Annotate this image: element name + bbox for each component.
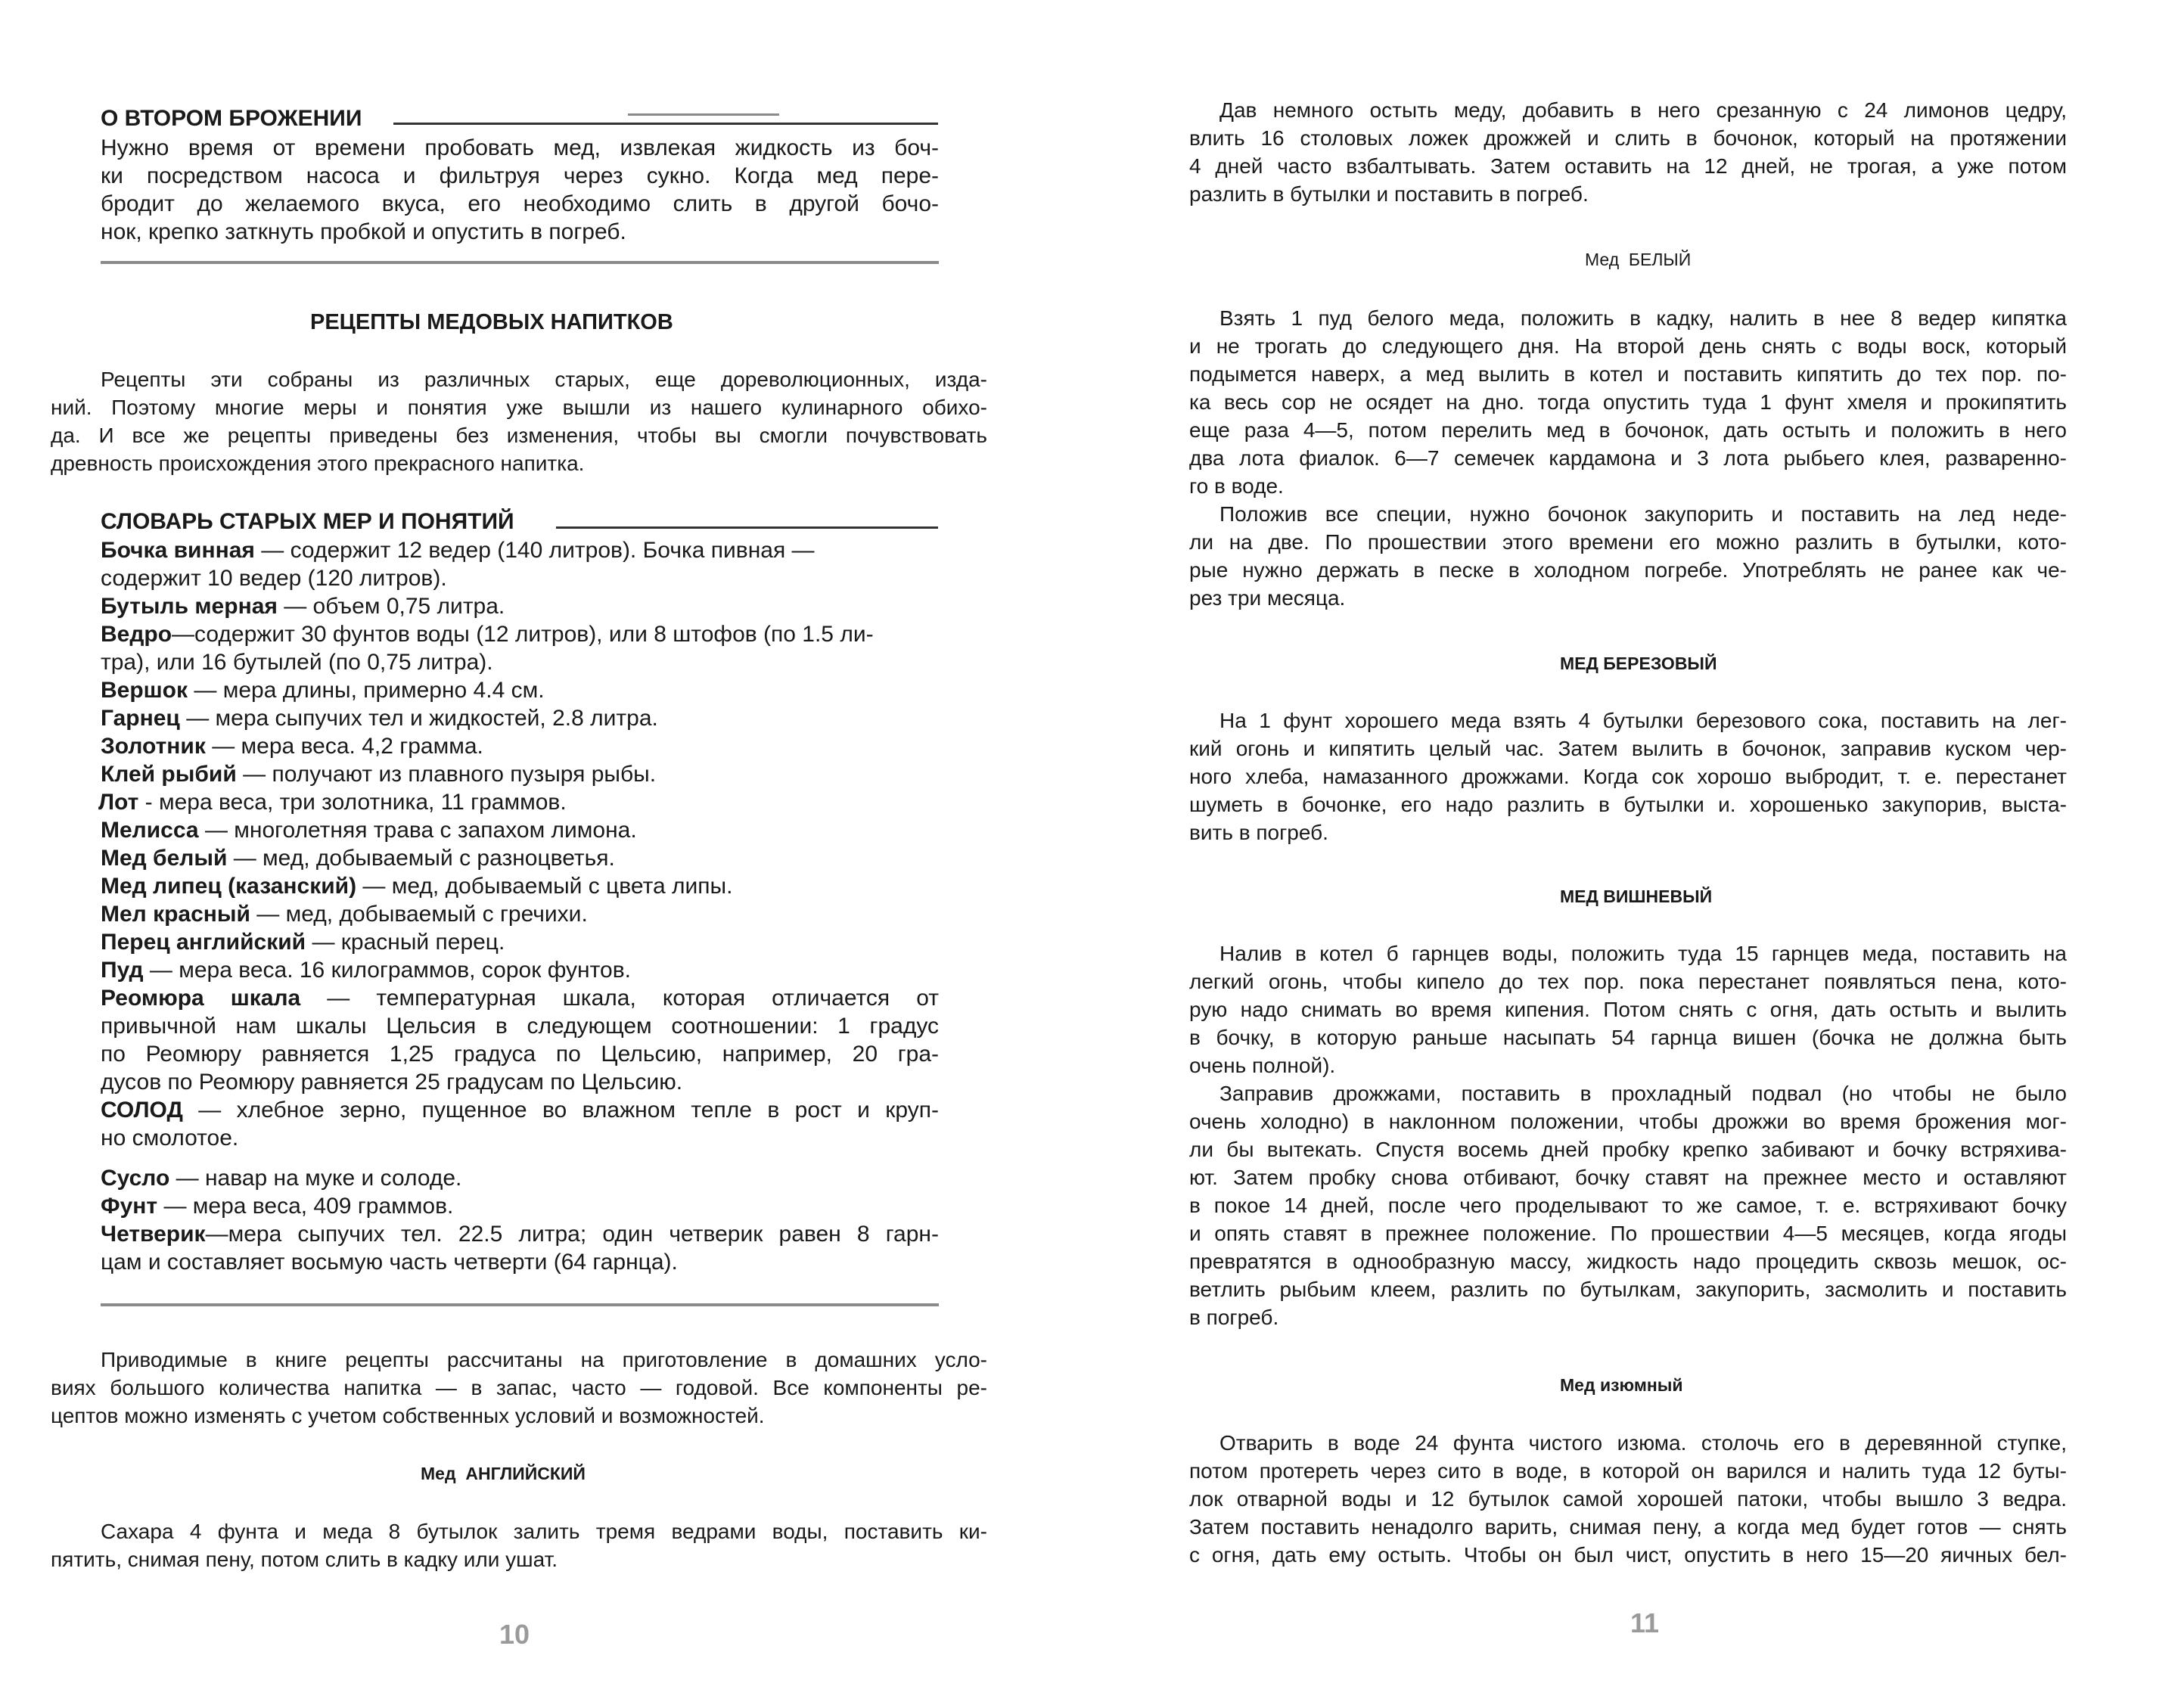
recipes-title: РЕЦЕПТЫ МЕДОВЫХ НАПИТКОВ bbox=[310, 310, 673, 334]
glossary-entry: СОЛОД — хлебное зерно, пущенное во влажном тепле в рост и круп- bbox=[101, 1098, 939, 1123]
text-line: Затем поставить ненадолго варить, снимая пену, а когда мед будет готов — снять bbox=[1189, 1515, 2067, 1539]
text-line: и не трогать до следующего дня. На второй день снять с воды воск, который bbox=[1189, 334, 2067, 358]
text-line: очень холодно) в наклонном положении, чтобы дрожжи во время брожения мог- bbox=[1189, 1110, 2067, 1133]
text-line: Положив все специи, нужно бочонок закупорить и поставить на лед неде- bbox=[1219, 502, 2067, 526]
section-divider bbox=[101, 1303, 939, 1306]
text-line: виях большого количества напитка — в запас, часто — годовой. Все компоненты ре- bbox=[51, 1376, 987, 1399]
section-rule bbox=[556, 526, 938, 529]
text-line: го в воде. bbox=[1189, 474, 1284, 498]
recipe-title-white: Мед БЕЛЫЙ bbox=[1585, 250, 1692, 269]
glossary-entry: по Реомюру равняется 1,25 градуса по Цельсию, например, 20 гра- bbox=[101, 1042, 939, 1067]
glossary-entry: Фунт — мера веса, 409 граммов. bbox=[101, 1194, 454, 1219]
text-line: Рецепты эти собраны из различных старых, еще дореволюционных, изда- bbox=[101, 368, 987, 391]
glossary-entry: привычной нам шкалы Цельсия в следующем соотношении: 1 градус bbox=[101, 1014, 939, 1039]
glossary-entry: Реомюра шкала — температурная шкала, которая отличается от bbox=[101, 986, 940, 1011]
text-line: ветлить рыбьим клеем, разлить по бутылкам, закупорить, засмолить и поставить bbox=[1189, 1278, 2067, 1301]
text-line: Заправив дрожжами, поставить в прохладный подвал (но чтобы не было bbox=[1219, 1082, 2067, 1105]
glossary-entry: тра), или 16 бутылей (по 0,75 литра). bbox=[101, 650, 493, 675]
recipe-title-cherry: МЕД ВИШНЕВЫЙ bbox=[1560, 887, 1713, 906]
text-line: 4 дней часто взбалтывать. Затем оставить на 12 дней, не трогая, а уже потом bbox=[1189, 154, 2067, 178]
text-line: ного хлеба, намазанного дрожжами. Когда сок хорошо выбродит, т. е. перестанет bbox=[1189, 765, 2067, 788]
text-line: два лота фиалок. 6—7 семечек кардамона и 3 лота рыбьего клея, разваренно- bbox=[1189, 446, 2067, 470]
glossary-entry: содержит 10 ведер (120 литров). bbox=[101, 566, 447, 591]
text-line: да. И все же рецепты приведены без изменения, чтобы вы смогли почувствовать bbox=[51, 424, 987, 447]
left-page bbox=[0, 0, 1089, 1708]
text-line: в бочку, в которую раньше насыпать 54 гарнца вишен (бочка не должна быть bbox=[1189, 1026, 2067, 1049]
text-line: ют. Затем пробку снова отбивают, бочку ставят на прежнее место и оставляют bbox=[1189, 1166, 2067, 1189]
glossary-entry: Бочка винная — содержит 12 ведер (140 литров). Бочка пивная — bbox=[101, 538, 815, 563]
text-line: еще раза 4—5, потом перелить мед в бочонок, дать остыть и положить в него bbox=[1189, 418, 2067, 442]
text-line: лок отварной воды и 12 бутылок самой хорошей патоки, чтобы вышло 3 ведра. bbox=[1189, 1487, 2067, 1511]
recipe-title-english: Мед АНГЛИЙСКИЙ bbox=[421, 1464, 586, 1483]
second-fermentation-title: О ВТОРОМ БРОЖЕНИИ bbox=[101, 106, 362, 131]
recipe-title-birch: МЕД БЕРЕЗОВЫЙ bbox=[1560, 654, 1717, 673]
text-line: ний. Поэтому многие меры и понятия уже вышли из нашего кулинарного обихо- bbox=[51, 396, 987, 419]
glossary-entry: дусов по Реомюру равняется 25 градусам по Цельсию. bbox=[101, 1070, 683, 1095]
text-line: ли на две. По прошествии этого времени его можно разлить в бутылки, кото- bbox=[1189, 530, 2067, 554]
text-line: превратятся в однообразную массу, жидкость надо процедить сквозь мешок, ос- bbox=[1189, 1250, 2067, 1273]
text-line: влить 16 столовых ложек дрожжей и слить в бочонок, который на протяжении bbox=[1189, 126, 2067, 150]
glossary-entry: Сусло — навар на муке и солоде. bbox=[101, 1166, 462, 1191]
glossary-entry: Мед белый — мед, добываемый с разноцветья. bbox=[101, 846, 615, 871]
text-line: древность происхождения этого прекрасного напитка. bbox=[51, 452, 585, 475]
glossary-entry: Гарнец — мера сыпучих тел и жидкостей, 2.8 литра. bbox=[101, 706, 658, 731]
glossary-entry: Перец английский — красный перец. bbox=[101, 930, 505, 955]
text-line: Взять 1 пуд белого меда, положить в кадку, налить в нее 8 ведер кипятка bbox=[1219, 306, 2067, 330]
text-line: бродит до желаемого вкуса, его необходимо слить в другой бочо- bbox=[101, 191, 939, 216]
text-line: вить в погреб. bbox=[1189, 821, 1328, 844]
text-line: и опять ставят в прежнее положение. По прошествии 4—5 месяцев, когда ягоды bbox=[1189, 1222, 2067, 1245]
text-line: в погреб. bbox=[1189, 1306, 1279, 1329]
glossary-entry: Четверик—мера сыпучих тел. 22.5 литра; один четверик равен 8 гарн- bbox=[101, 1222, 939, 1247]
text-line: Приводимые в книге рецепты рассчитаны на приготовление в домашних усло- bbox=[101, 1348, 987, 1371]
glossary-entry: Клей рыбий — получают из плавного пузыря рыбы. bbox=[101, 762, 657, 787]
text-line: пятить, снимая пену, потом слить в кадку или ушат. bbox=[51, 1548, 558, 1571]
section-rule-shade bbox=[628, 113, 779, 116]
text-line: ки посредством насоса и фильтруя через сукно. Когда мед пере- bbox=[101, 163, 939, 188]
page-number: 10 bbox=[499, 1619, 530, 1650]
text-line: с огня, дать ему остыть. Чтобы он был чист, опустить в него 15—20 яичных бел- bbox=[1189, 1543, 2067, 1567]
glossary-entry: Лот - мера веса, три золотника, 11 граммов. bbox=[98, 790, 567, 815]
text-line: Налив в котел б гарнцев воды, положить туда 15 гарнцев меда, поставить на bbox=[1219, 942, 2067, 965]
text-line: подымется наверх, а мед вылить в котел и поставить кипятить до тех пор. по- bbox=[1189, 362, 2067, 386]
glossary-entry: но смолотое. bbox=[101, 1126, 239, 1151]
glossary-entry: Пуд — мера веса. 16 килограммов, сорок фунтов. bbox=[101, 958, 631, 983]
text-line: ка весь сор не осядет на дно. тогда опустить туда 1 фунт хмеля и прокипятить bbox=[1189, 390, 2067, 414]
text-line: кий огонь и кипятить целый час. Затем вылить в бочонок, заправив куском чер- bbox=[1189, 737, 2067, 760]
page-number: 11 bbox=[1630, 1607, 1660, 1638]
text-line: в покое 14 дней, после чего проделывают то же самое, т. е. встряхивают бочку bbox=[1189, 1194, 2067, 1217]
section-rule bbox=[393, 123, 938, 125]
right-page bbox=[1089, 0, 2181, 1708]
text-line: ли бы вытекать. Спустя восемь дней пробку крепко забивают и бочку встряхива- bbox=[1189, 1138, 2067, 1161]
text-line: цептов можно изменять с учетом собственных условий и возможностей. bbox=[51, 1404, 765, 1427]
text-line: Сахара 4 фунта и меда 8 бутылок залить тремя ведрами воды, поставить ки- bbox=[101, 1520, 987, 1543]
text-line: рую надо снимать во время кипения. Потом снять с огня, дать остыть и вылить bbox=[1189, 998, 2067, 1021]
glossary-entry: Ведро—содержит 30 фунтов воды (12 литров), или 8 штофов (по 1.5 ли- bbox=[101, 622, 874, 647]
glossary-entry: Вершок — мера длины, примерно 4.4 см. bbox=[101, 678, 545, 703]
glossary-entry: цам и составляет восьмую часть четверти (64 гарнца). bbox=[101, 1250, 678, 1275]
text-line: рез три месяца. bbox=[1189, 586, 1346, 610]
text-line: нок, крепко заткнуть пробкой и опустить в погреб. bbox=[101, 219, 626, 244]
glossary-entry: Мел красный — мед, добываемый с гречихи. bbox=[101, 902, 588, 927]
text-line: Дав немного остыть меду, добавить в него срезанную с 24 лимонов цедру, bbox=[1219, 98, 2067, 122]
text-line: легкий огонь, чтобы кипело до тех пор. пока перестанет появляться пена, кото- bbox=[1189, 970, 2067, 993]
text-line: шуметь в бочонке, его надо разлить в бутылки и. хорошенько закупорив, выста- bbox=[1189, 793, 2067, 816]
section-divider bbox=[101, 261, 939, 264]
glossary-title: СЛОВАРЬ СТАРЫХ МЕР И ПОНЯТИЙ bbox=[101, 509, 514, 534]
text-line: Нужно время от времени пробовать мед, извлекая жидкость из боч- bbox=[101, 135, 939, 160]
glossary-entry: Золотник — мера веса. 4,2 грамма. bbox=[101, 734, 483, 759]
text-line: Отварить в воде 24 фунта чистого изюма. столочь его в деревянной ступке, bbox=[1219, 1431, 2067, 1455]
glossary-entry: Мелисса — многолетняя трава с запахом лимона. bbox=[101, 818, 637, 843]
glossary-entry: Бутыль мерная — объем 0,75 литра. bbox=[101, 594, 505, 619]
text-line: На 1 фунт хорошего меда взять 4 бутылки березового сока, поставить на лег- bbox=[1219, 709, 2067, 732]
glossary-entry: Мед липец (казанский) — мед, добываемый с цвета липы. bbox=[101, 874, 733, 899]
recipe-title-raisin: Мед изюмный bbox=[1560, 1375, 1683, 1395]
text-line: рые нужно держать в песке в холодном погребе. Употреблять не ранее как че- bbox=[1189, 558, 2067, 582]
text-line: потом протереть через сито в воде, в которой он варился и налить туда 12 буты- bbox=[1189, 1459, 2067, 1483]
text-line: разлить в бутылки и поставить в погреб. bbox=[1189, 182, 1589, 206]
text-line: очень полной). bbox=[1189, 1054, 1336, 1077]
